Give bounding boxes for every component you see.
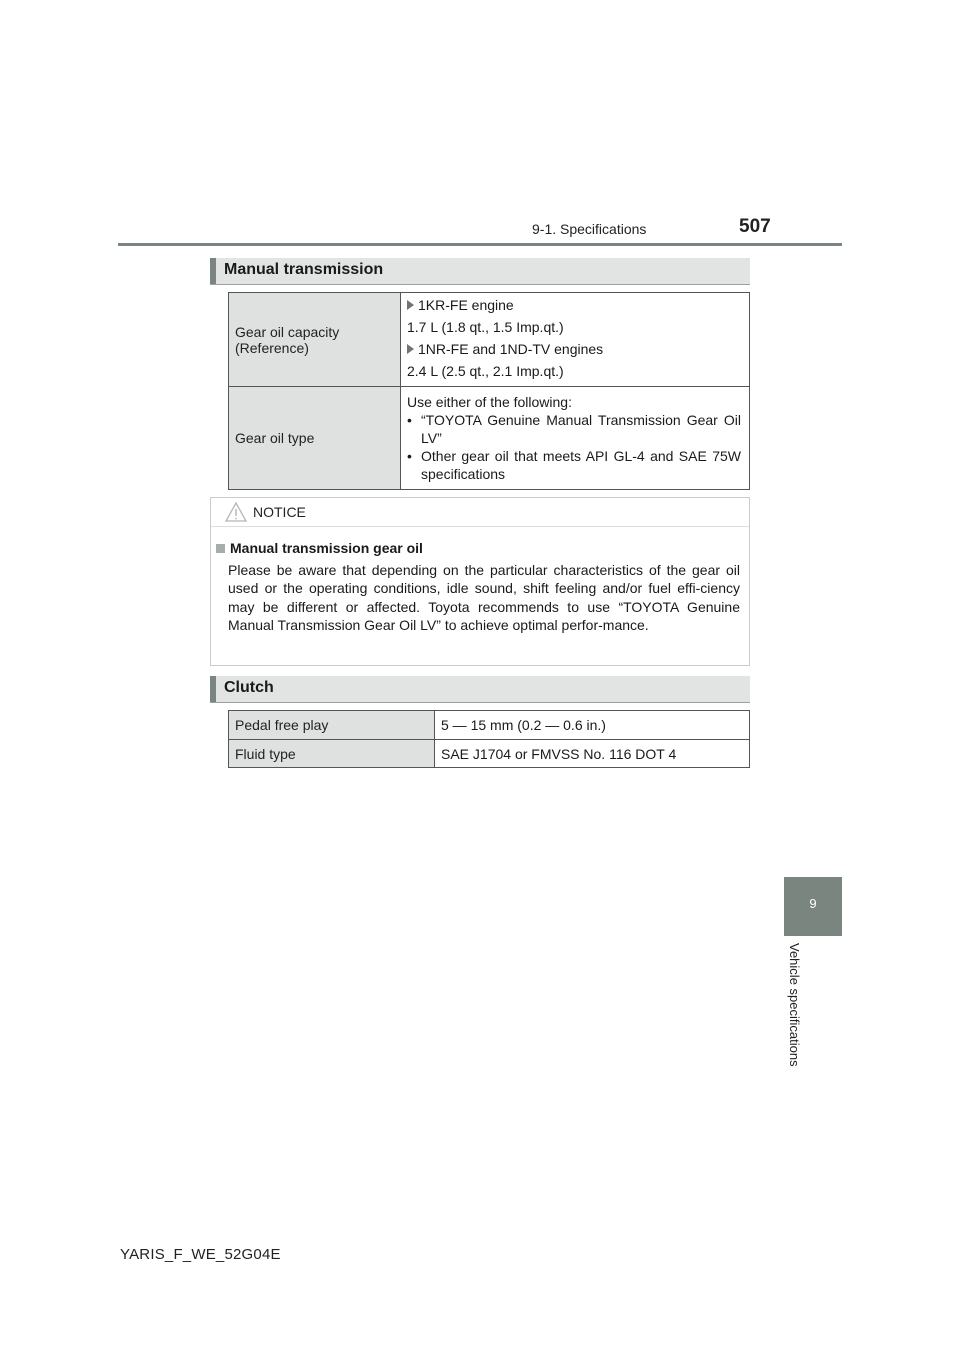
fluid-type-key: Fluid type: [229, 740, 435, 768]
gear-oil-intro: Use either of the following:: [407, 394, 572, 410]
engine-label: 1NR-FE and 1ND-TV engines: [418, 341, 604, 357]
capacity-value: 1.7 L (1.8 qt., 1.5 Imp.qt.): [407, 319, 564, 335]
engine-subheading: [407, 296, 741, 315]
engine-label: 1KR-FE engine: [418, 297, 514, 313]
document-code: YARIS_F_WE_52G04E: [120, 1246, 281, 1263]
notice-label: NOTICE: [253, 504, 306, 520]
manual-transmission-heading: [210, 258, 750, 285]
notice-box: [210, 497, 750, 666]
pedal-free-play-key: Pedal free play: [229, 711, 435, 740]
chapter-number: 9: [809, 896, 817, 911]
heading-accent: [210, 258, 216, 284]
clutch-table: [228, 710, 750, 768]
chapter-tab[interactable]: [784, 877, 842, 936]
list-item: [407, 447, 741, 483]
section-title: 9-1. Specifications: [532, 221, 647, 237]
warning-triangle-icon: [225, 502, 247, 522]
header-divider: [118, 243, 842, 246]
notice-subtitle-text: Manual transmission gear oil: [230, 540, 423, 556]
gear-oil-capacity-key: [229, 293, 401, 387]
page-number: 507: [739, 216, 771, 237]
square-bullet-icon: [216, 544, 225, 553]
list-item: [407, 411, 741, 447]
manual-transmission-table: [228, 292, 750, 490]
pedal-free-play-value: 5 — 15 mm (0.2 — 0.6 in.): [435, 711, 750, 740]
gear-oil-type-key: Gear oil type: [229, 387, 401, 490]
heading-accent: [210, 676, 216, 702]
chapter-label-text: Vehicle specifications: [787, 943, 802, 1067]
bullet-icon: •: [407, 448, 412, 464]
table-row: [229, 740, 750, 768]
table-row: [229, 711, 750, 740]
gear-oil-type-value: [401, 387, 750, 490]
table-row: [229, 387, 750, 490]
table-row: [229, 293, 750, 387]
manual-transmission-title: Manual transmission: [224, 261, 384, 278]
notice-body: Please be aware that depending on the particular characteristics of the gear oil used or the operating conditions, idle sound, shift feeling and/or fuel effi-ciency may be different or affected. Toyota recommends to use “TOYOTA Genuine Manual Transmission Gear Oil LV” to achieve optimal perfor-mance.: [228, 562, 740, 634]
notice-subtitle: [216, 540, 423, 556]
list-item-text: Other gear oil that meets API GL-4 and SAE 75W specifications: [421, 448, 741, 482]
key-line: Gear oil capacity: [235, 323, 340, 340]
triangle-bullet-icon: [407, 344, 414, 354]
clutch-title: Clutch: [224, 679, 274, 696]
chapter-label: [786, 943, 806, 1088]
engine-subheading: [407, 340, 741, 359]
list-item-text: “TOYOTA Genuine Manual Transmission Gear Oil LV”: [421, 412, 741, 446]
gear-oil-capacity-value: [401, 293, 750, 387]
notice-header: [211, 498, 749, 527]
triangle-bullet-icon: [407, 300, 414, 310]
bullet-icon: •: [407, 412, 412, 428]
key-line: (Reference): [235, 339, 309, 356]
clutch-heading: [210, 676, 750, 703]
fluid-type-value: SAE J1704 or FMVSS No. 116 DOT 4: [435, 740, 750, 768]
capacity-value: 2.4 L (2.5 qt., 2.1 Imp.qt.): [407, 363, 564, 379]
